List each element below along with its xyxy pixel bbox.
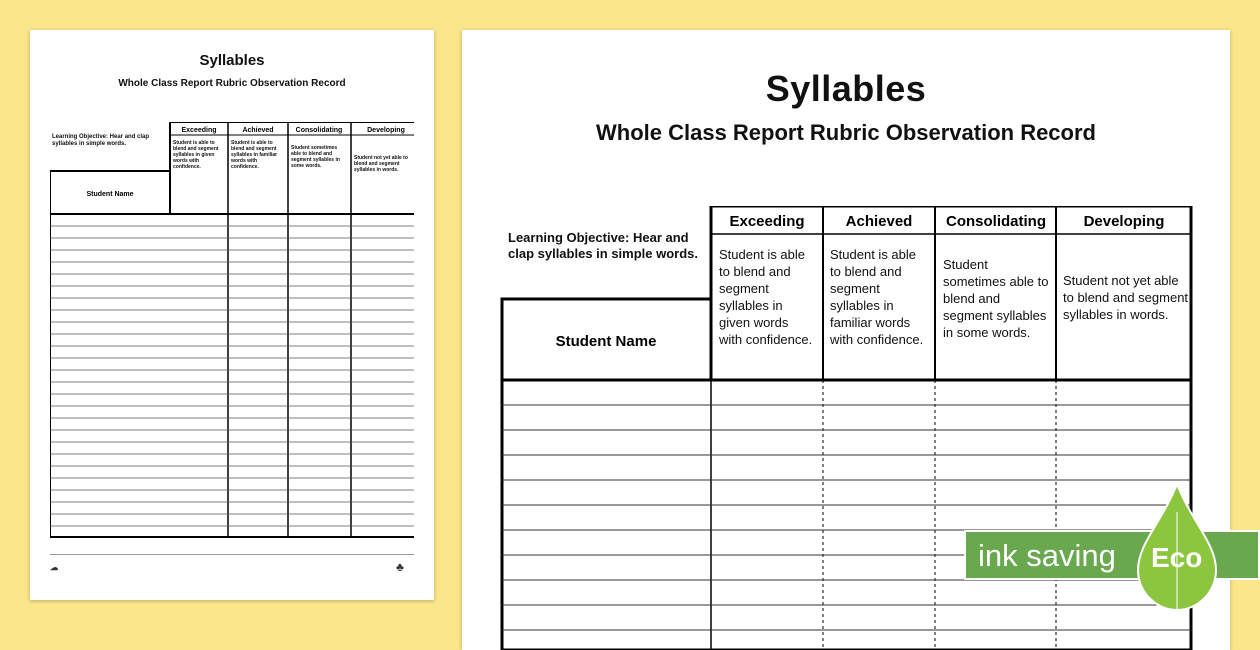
header-exceeding: Exceeding <box>729 213 805 230</box>
desc-achieved: Student is able to blend and segment syllables in familiar words with confidence. <box>830 247 924 347</box>
header-consolidating: Consolidating <box>946 213 1046 230</box>
desc-consolidating: Student sometimes able to blend and segment syllables in some words. <box>291 145 340 169</box>
desc-consolidating: Student sometimes able to blend and segment syllables in some words. <box>943 257 1049 340</box>
header-consolidating: Consolidating <box>295 127 343 134</box>
rubric-table <box>50 122 414 552</box>
footer-mascot-icon: ♣ <box>396 560 404 574</box>
page-title: Syllables <box>199 52 265 69</box>
footer-rule <box>50 554 414 555</box>
ink-saving-badge <box>964 482 1260 612</box>
learning-objective: Learning Objective: Hear and clap syllables in simple words. <box>508 230 699 261</box>
page-title: Syllables <box>765 68 927 109</box>
eco-label: Eco <box>1151 542 1203 573</box>
learning-objective: Learning Objective: Hear and clap syllables in simple words. <box>52 134 150 147</box>
header-exceeding: Exceeding <box>181 127 217 134</box>
student-name-header: Student Name <box>86 191 134 198</box>
header-developing: Developing <box>1083 213 1165 230</box>
page-subtitle: Whole Class Report Rubric Observation Record <box>118 78 346 89</box>
header-achieved: Achieved <box>242 127 274 134</box>
header-developing: Developing <box>367 127 405 134</box>
desc-developing: Student not yet able to blend and segment syllables in words. <box>1063 273 1189 322</box>
page-subtitle: Whole Class Report Rubric Observation Record <box>596 120 1096 145</box>
desc-exceeding: Student is able to blend and segment syllables in given words with confidence. <box>719 247 813 347</box>
brand-logo: ☁ <box>50 563 58 572</box>
header-achieved: Achieved <box>845 213 913 230</box>
student-name-header: Student Name <box>555 333 657 350</box>
desc-developing: Student not yet able to blend and segment syllables in words. <box>354 155 408 173</box>
desc-exceeding: Student is able to blend and segment syllables in given words with confidence. <box>173 140 219 170</box>
desc-achieved: Student is able to blend and segment syllables in familiar words with confidence. <box>231 140 278 170</box>
badge-label: ink saving <box>978 538 1116 573</box>
small-page-preview <box>30 30 434 600</box>
